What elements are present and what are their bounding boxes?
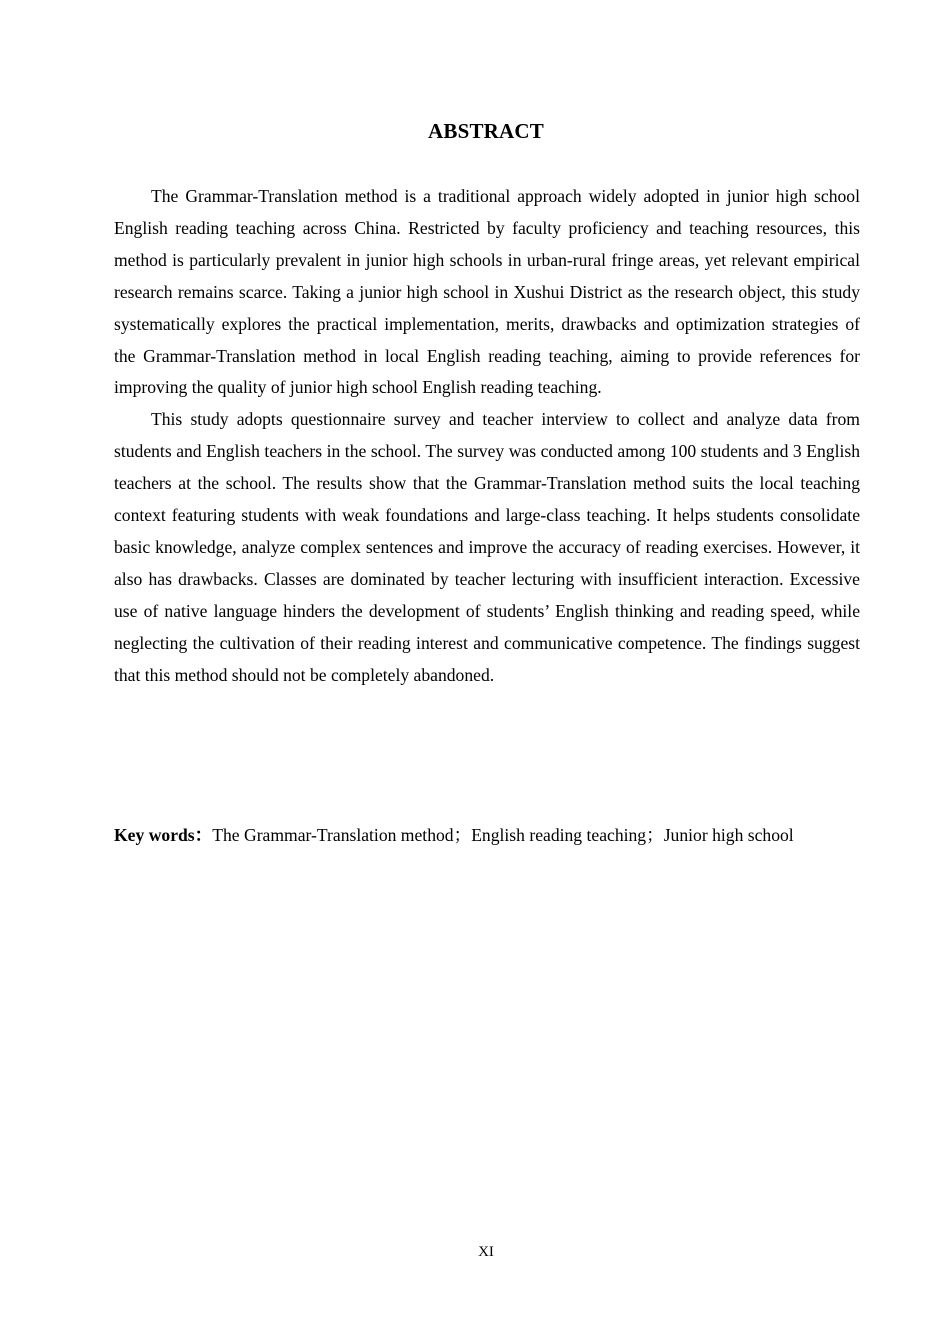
abstract-title: ABSTRACT (428, 119, 544, 143)
keywords-label: Key words： (114, 825, 213, 845)
keyword-item-1: The Grammar-Translation method； (212, 825, 472, 845)
abstract-paragraph-2: This study adopts questionnaire survey and teacher interview to collect and analyze data from students and English teachers in the school. The survey was conducted among 100 students and 3 English teachers at the school. The results show that the Grammar-Translation method suits the local teaching context featuring students with weak foundations and large-class teaching. It helps students consolidate basic knowledge, analyze complex sentences and improve the accuracy of reading exercises. However, it also has drawbacks. Classes are dominated by teacher lecturing with insufficient interaction. Excessive use of native language hinders the development of students’ English thinking and reading speed, while neglecting the cultivation of their reading interest and communicative competence. The findings suggest that this method should not be completely abandoned. (114, 409, 860, 685)
page-number: XI (478, 1244, 494, 1260)
abstract-body (114, 181, 860, 692)
keyword-item-2: English reading teaching； (471, 825, 664, 845)
abstract-paragraph-1: The Grammar-Translation method is a traditional approach widely adopted in junior high school English reading teaching across China. Restricted by faculty proficiency and teaching resources, this method is particularly prevalent in junior high schools in urban-rural fringe areas, yet relevant empirical research remains scarce. Taking a junior high school in Xushui District as the research object, this study systematically explores the practical implementation, merits, drawbacks and optimization strategies of the Grammar-Translation method in local English reading teaching, aiming to provide references for improving the quality of junior high school English reading teaching. (114, 186, 860, 398)
keyword-item-3: Junior high school (663, 825, 794, 845)
keywords-line (114, 820, 874, 850)
